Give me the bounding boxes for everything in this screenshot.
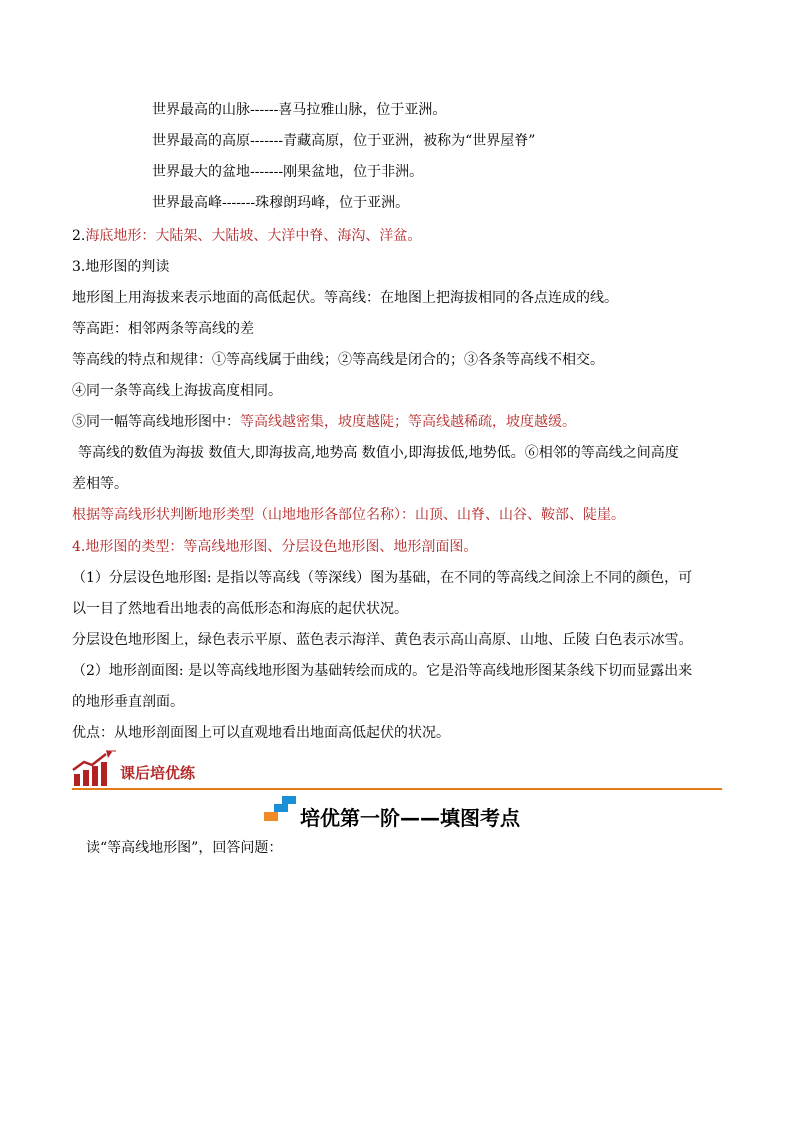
section-title: 课后培优练 [120,764,196,782]
highlight-text: 地形图的类型：等高线地形图、分层设色地形图、地形剖面图。 [85,539,478,555]
heading: 3.地形图的判读 [72,259,170,275]
list-number: 4. [72,539,86,555]
highlight-text: 海底地形：大陆架、大陆坡、大洋中脊、海沟、洋盆。 [85,228,422,244]
text-line [72,412,732,432]
text-line [72,537,732,557]
text-line: 等高距：相邻两条等高线的差 [72,321,254,337]
text-line: 世界最高的高原-------青藏高原，位于亚洲，被称为“世界屋脊” [152,133,536,149]
text-prefix: ⑤同一幅等高线地形图中： [72,414,240,430]
text-line: 世界最大的盆地-------刚果盆地，位于非洲。 [152,164,424,180]
subheading [262,796,562,832]
text-line: 以一目了然地看出地表的高低形态和海底的起伏状况。 [72,601,408,617]
question-prompt: 读“等高线地形图”，回答问题： [86,840,283,856]
text-line: （2）地形剖面图: 是以等高线地形图为基础转绘而成的。它是沿等高线地形图某条线下切而显露出来 [72,663,693,679]
text-line: 等高线的数值为海拔 数值大,即海拔高,地势高 数值小,即海拔低,地势低。⑥相邻的等高线之间高度 [78,445,679,461]
text-line: 的地形垂直剖面。 [72,694,184,710]
text-line: 地形图上用海拔来表示地面的高低起伏。等高线：在地图上把海拔相同的各点连成的线。 [72,290,618,306]
text-line: （1）分层设色地形图: 是指以等高线（等深线）图为基础，在不同的等高线之间涂上不同的颜色，可 [72,570,693,586]
text-line: 分层设色地形图上，绿色表示平原、蓝色表示海洋、黄色表示高山高原、山地、丘陵 白色表示冰雪。 [72,632,693,648]
section-divider [72,788,722,790]
list-number: 2. [72,228,86,244]
text-line: 世界最高的山脉------喜马拉雅山脉，位于亚洲。 [152,102,447,118]
text-line: 世界最高峰-------珠穆朗玛峰，位于亚洲。 [152,195,410,211]
blocks-icon [262,796,298,826]
text-line: ④同一条等高线上海拔高度相同。 [72,383,282,399]
highlight-text: 等高线越密集，坡度越陡；等高线越稀疏，坡度越缓。 [240,414,576,430]
subheading-title: 培优第一阶——填图考点 [300,806,520,830]
growth-chart-icon [72,750,116,788]
section-header [72,750,722,790]
text-line [72,226,732,246]
highlight-line: 根据等高线形状判断地形类型（山地地形各部位名称）：山顶、山脊、山谷、鞍部、陡崖。 [72,507,625,523]
text-line: 差相等。 [72,476,128,492]
text-line: 等高线的特点和规律：①等高线属于曲线；②等高线是闭合的；③各条等高线不相交。 [72,352,604,368]
text-line: 优点：从地形剖面图上可以直观地看出地面高低起伏的状况。 [72,725,450,741]
